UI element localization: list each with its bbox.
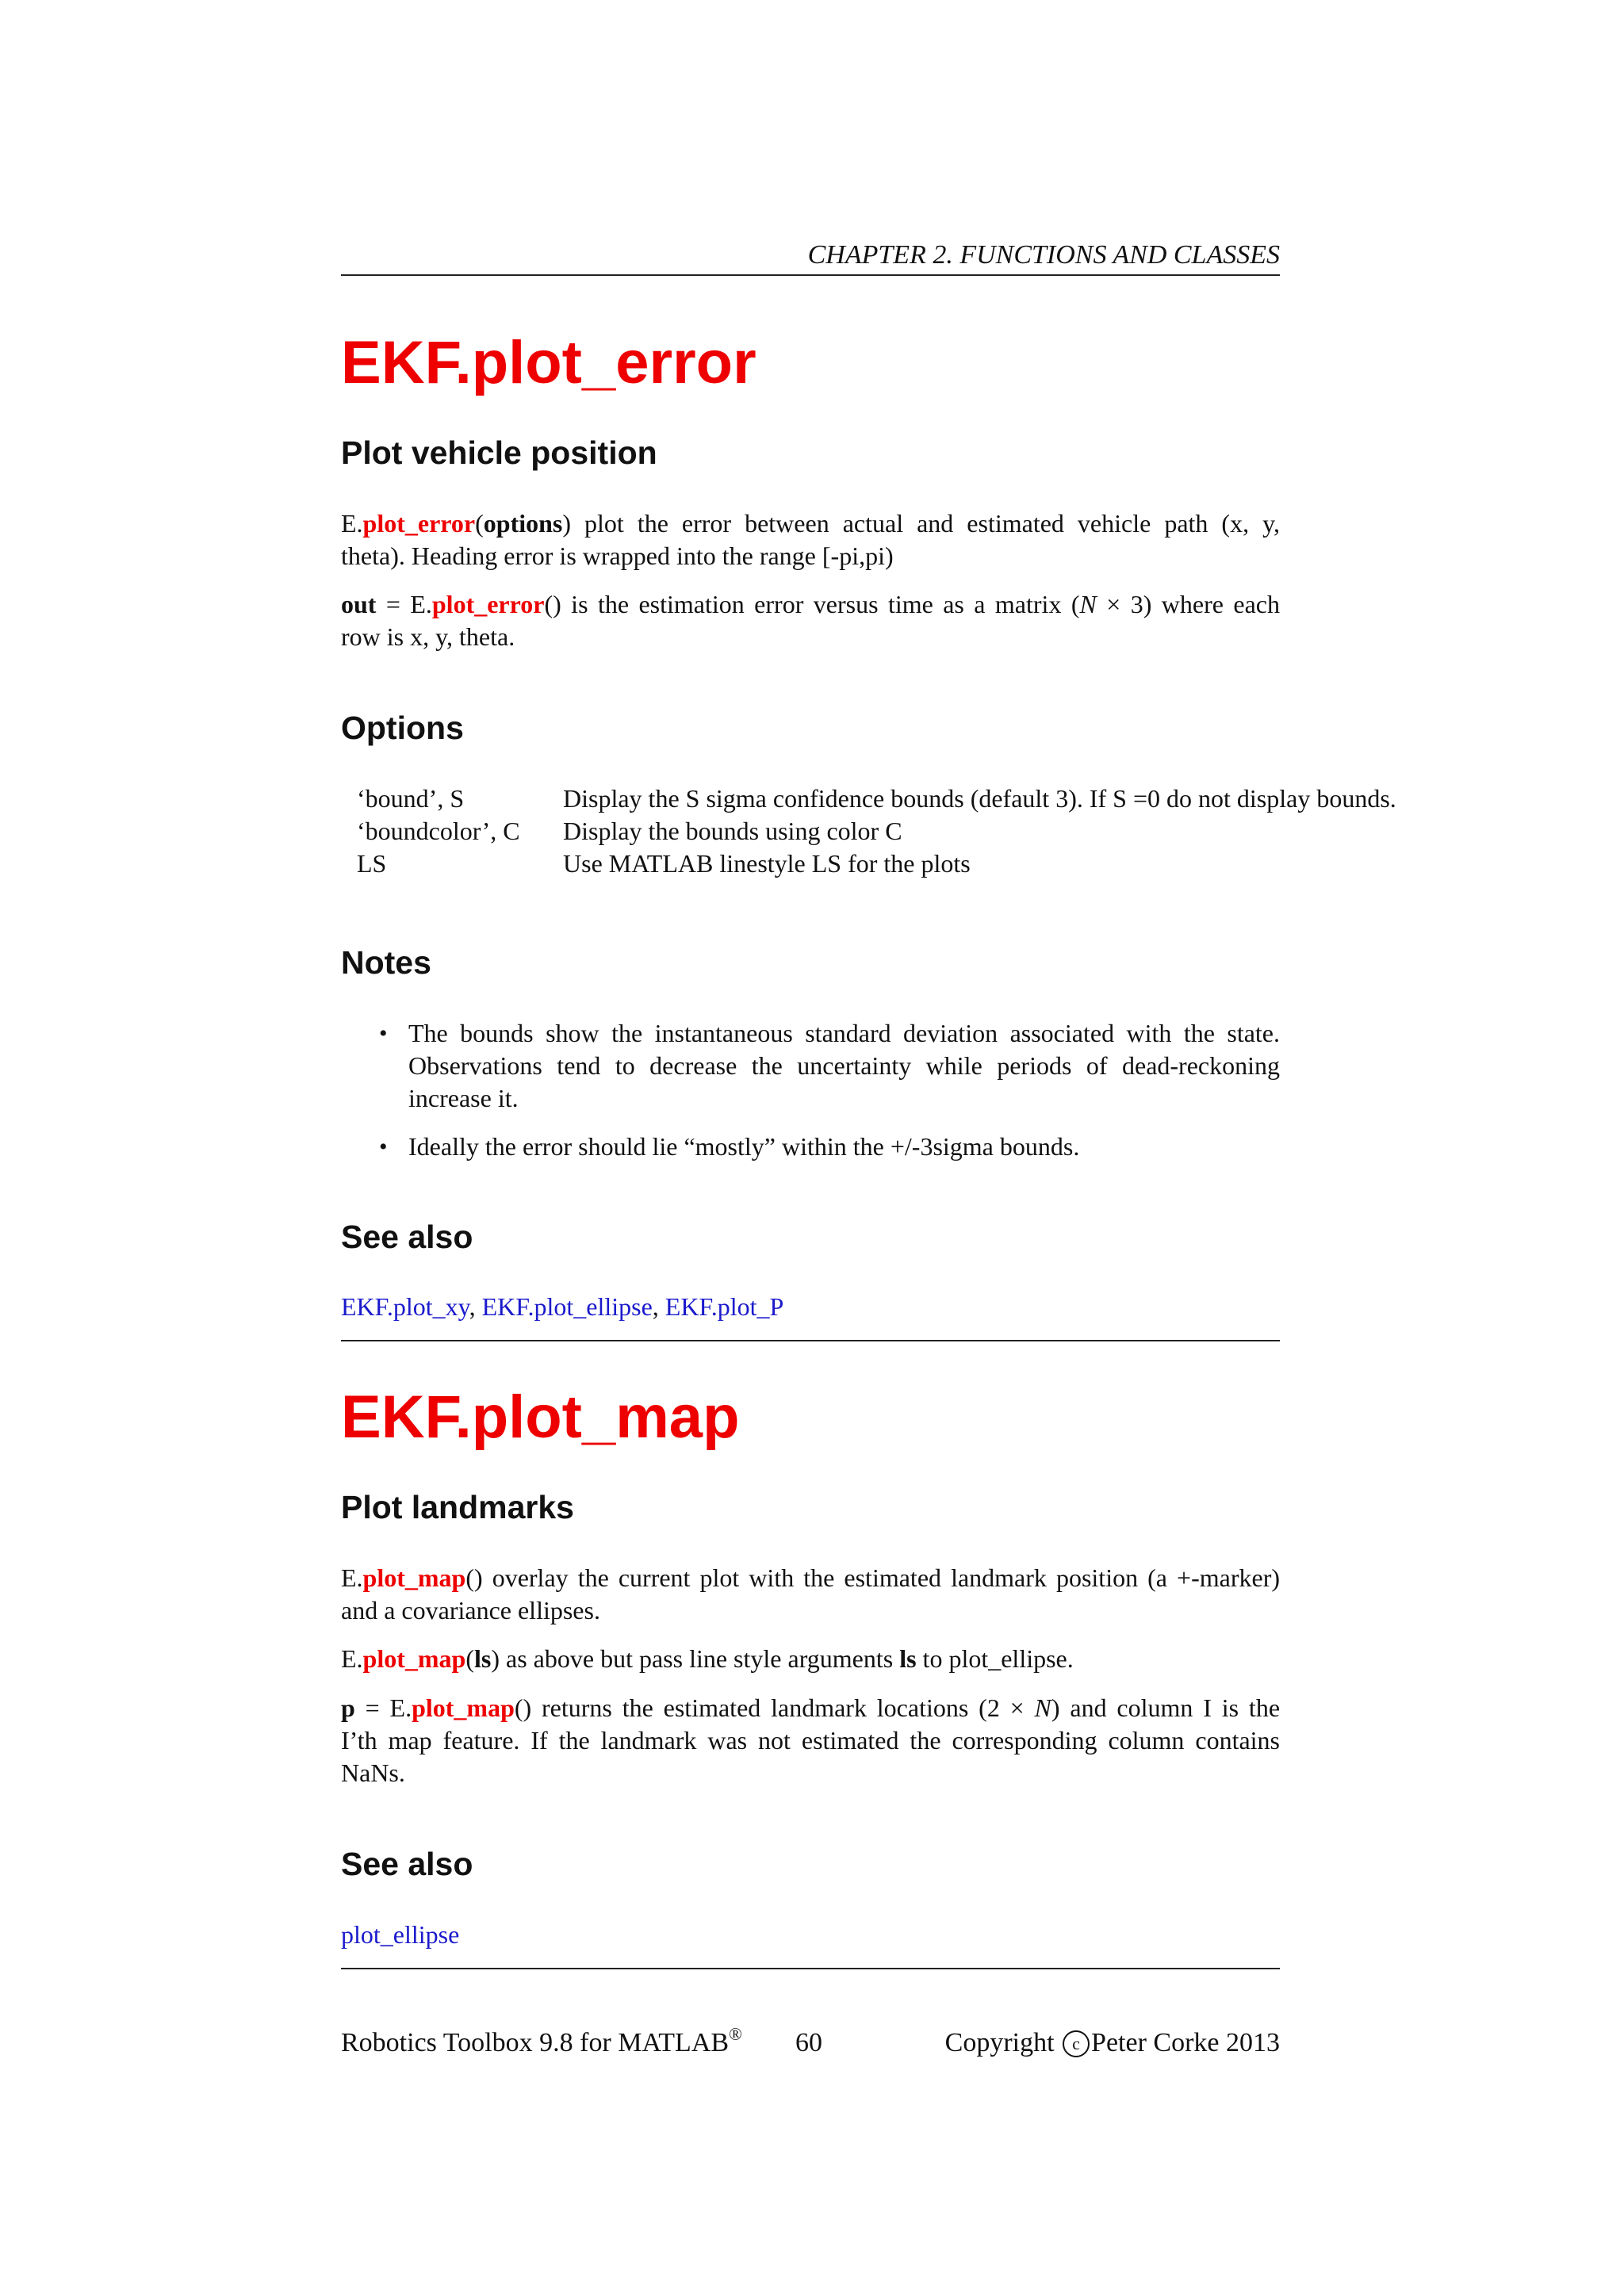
see-also-heading: See also — [341, 1846, 473, 1882]
running-head: CHAPTER 2. FUNCTIONS AND CLASSES — [807, 240, 1280, 270]
page-number: 60 — [795, 2028, 822, 2057]
notes-heading: Notes — [341, 944, 431, 981]
note-item: The bounds show the instantaneous standard deviation associated with the state. Observations tend to decrease the uncertainty while periods of dead-reckoning increase it. — [408, 1019, 1280, 1112]
bullet-icon: • — [379, 1134, 388, 1160]
link-plot-ellipse[interactable]: plot_ellipse — [341, 1920, 460, 1949]
entry-subtitle: Plot landmarks — [341, 1489, 574, 1525]
function-name: plot_map — [412, 1693, 515, 1722]
entry-subtitle: Plot vehicle position — [341, 434, 657, 471]
bullet-icon: • — [379, 1020, 388, 1047]
description-paragraph-1: E.plot_error(options) plot the error between actual and estimated vehicle path (x, y, theta). Heading error is wrapped into the range [-pi,pi) — [341, 509, 1280, 570]
entry-title-plot-map: EKF.plot_map — [341, 1383, 740, 1451]
link-ekf-plot-xy[interactable]: EKF.plot_xy — [341, 1292, 469, 1321]
output-variable: p — [341, 1693, 355, 1722]
copyright-icon: c — [1063, 2030, 1090, 2057]
see-also-links — [341, 1919, 1280, 1951]
argument: options — [483, 509, 563, 538]
option-description: Display the S sigma confidence bounds (default 3). If S =0 do not display bounds. — [563, 784, 1396, 813]
function-name: plot_map — [362, 1644, 466, 1673]
description-paragraph-2: E.plot_map(ls) as above but pass line style arguments ls to plot_ellipse. — [341, 1644, 1074, 1673]
footer-left: Robotics Toolbox 9.8 for MATLAB® — [341, 2024, 742, 2057]
option-key: ‘boundcolor’, C — [357, 817, 520, 845]
link-ekf-plot-p[interactable]: EKF.plot_P — [665, 1292, 784, 1321]
link-ekf-plot-ellipse[interactable]: EKF.plot_ellipse — [481, 1292, 653, 1321]
footer-copyright: Copyright c Peter Corke 2013 — [944, 2028, 1280, 2057]
header-rule — [341, 274, 1280, 276]
see-also-links: EKF.plot_xy, EKF.plot_ellipse, EKF.plot_P — [341, 1292, 784, 1321]
description-paragraph-3: p = E.plot_map() returns the estimated landmark locations (2 × N) and column I is the I’th map feature. If the landmark was not estimated the corresponding column contains NaNs. — [341, 1693, 1281, 1787]
option-key: ‘bound’, S — [357, 784, 465, 813]
argument: ls — [474, 1644, 492, 1673]
function-name: plot_error — [362, 509, 476, 538]
see-also-heading: See also — [341, 1219, 473, 1255]
option-description: Display the bounds using color C — [563, 817, 902, 845]
argument: ls — [899, 1644, 917, 1673]
note-item: Ideally the error should lie “mostly” within the +/-3sigma bounds. — [408, 1132, 1080, 1161]
section-rule — [341, 1968, 1280, 1969]
section-rule — [341, 1340, 1280, 1341]
function-name: plot_error — [431, 590, 545, 618]
entry-title-plot-error: EKF.plot_error — [341, 329, 756, 396]
output-variable: out — [341, 590, 377, 618]
description-paragraph-1: E.plot_map() overlay the current plot with the estimated landmark position (a +-marker) and a covariance ellipses. — [341, 1563, 1280, 1624]
function-name: plot_map — [362, 1563, 466, 1592]
options-heading: Options — [341, 710, 464, 746]
description-paragraph-2: out = E.plot_error() is the estimation error versus time as a matrix (N × 3) where each row is x, y, theta. — [341, 590, 1280, 651]
option-key: LS — [357, 849, 387, 878]
option-description: Use MATLAB linestyle LS for the plots — [563, 849, 971, 878]
